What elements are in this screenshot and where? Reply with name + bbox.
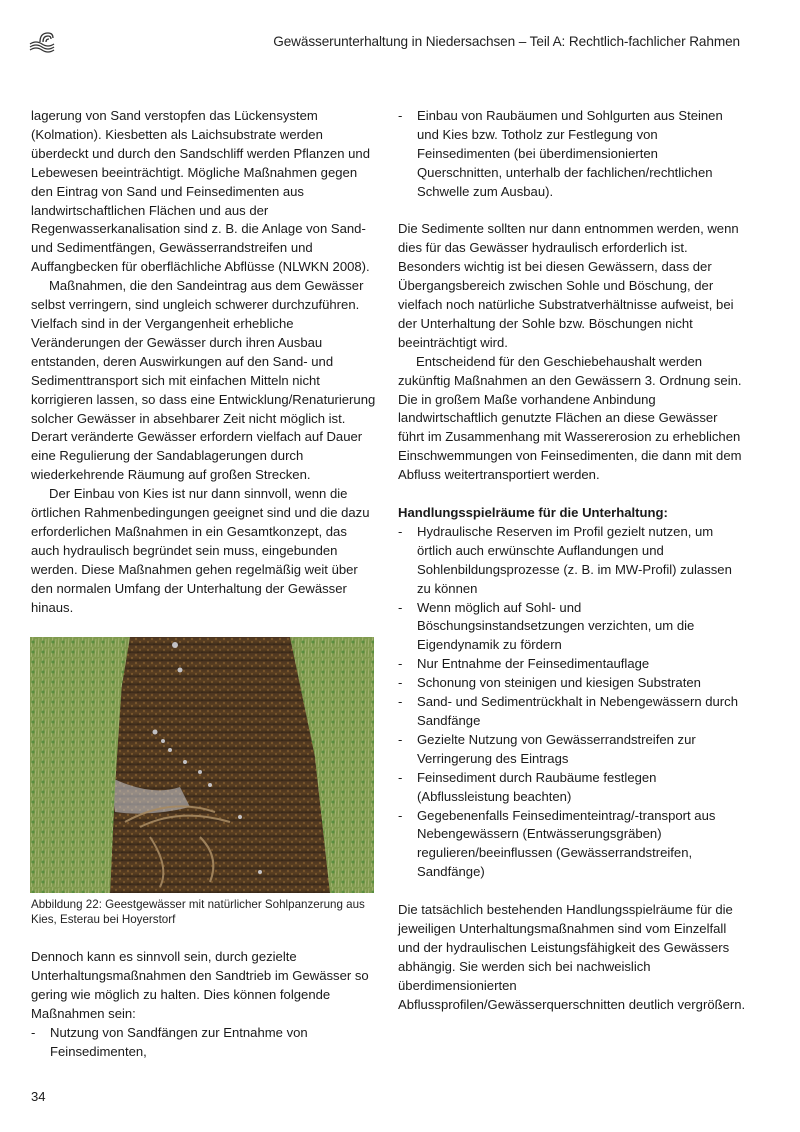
wave-logo-icon <box>28 30 58 54</box>
stream-photo <box>30 637 374 893</box>
list-item: - Schonung von steinigen und kiesigen Substraten <box>398 674 746 693</box>
running-header-title: Gewässerunterhaltung in Niedersachsen – Teil A: Rechtlich-fachlicher Rahmen <box>273 34 740 49</box>
figure-caption: Abbildung 22: Geestgewässer mit natürlicher Sohlpanzerung aus Kies, Esterau bei Hoyerstorf <box>31 898 365 926</box>
measures-list <box>31 1024 376 1062</box>
list-item: - Nur Entnahme der Feinsedimentauflage <box>398 655 746 674</box>
section-subheading: Handlungsspielräume für die Unterhaltung: <box>398 505 668 520</box>
list-item: - Wenn möglich auf Sohl- und Böschungsinstandsetzungen verzichten, um die Eigendynamik zu fördern <box>398 599 746 656</box>
paragraph: Der Einbau von Kies ist nur dann sinnvoll, wenn die örtlichen Rahmenbedingungen geeignet sind und die dazu erforderlichen Maßnahmen in ein Gesamtkonzept, das auch hydraulisch begründet sein muss, eingebunden werden. Diese Maßnahmen gehen regelmäßig weit über den normalen Umfang der Unterhaltung der Gewässer hinaus. <box>31 486 370 615</box>
paragraph: Die tatsächlich bestehenden Handlungsspielräume für die jeweiligen Unterhaltungsmaßnahmen sind vom Einzelfall und der hydraulischen Leistungsfähigkeit des Gewässers abhängig. Sie werden sich bei nachweislich überdimensionierten Abflussprofilen/Gewässerquerschnitten deutlich vergrößern. <box>398 902 746 1012</box>
paragraph: Die Sedimente sollten nur dann entnommen werden, wenn dies für das Gewässer hydraulisch erforderlich ist. Besonders wichtig ist bei diesen Gewässern, dass der Übergangsbereich zwischen Sohle und Böschung, der vielfach noch natürliche Substratverhältnisse aufweist, bei der Unterhaltung der Sohle bzw. Böschungen nicht beeinträchtigt wird. <box>398 221 739 350</box>
left-column-continued <box>31 948 376 1061</box>
list-item: - Nutzung von Sandfängen zur Entnahme von Feinsedimenten, <box>31 1024 376 1062</box>
paragraph: Entscheidend für den Geschiebehaushalt werden zukünftig Maßnahmen an den Gewässern 3. Ordnung sein. Die in großem Maße vorhandene Anbindung landwirtschaftlich genutzte Flächen an diese Gewässer führt im Zusammenhang mit Wassererosion zu erheblichen Einschwemmungen von Feinsedimenten, die dann mit dem Abfluss weitertransportiert werden. <box>398 353 742 483</box>
paragraph: Dennoch kann es sinnvoll sein, durch gezielte Unterhaltungsmaßnahmen den Sandtrieb im Gewässer so gering wie möglich zu halten. Dies können folgende Maßnahmen sein: <box>31 949 369 1021</box>
page-number: 34 <box>31 1089 46 1104</box>
left-column <box>31 107 376 617</box>
right-column <box>398 107 746 1014</box>
list-item: - Feinsediment durch Raubäume festlegen (Abflussleistung beachten) <box>398 769 746 807</box>
list-item: - Einbau von Raubäumen und Sohlgurten aus Steinen und Kies bzw. Totholz zur Festlegung von Feinsedimenten (bei überdimensionierten Querschnitten, unterhalb der fachlichen/rechtlichen Schwelle zum Ausbau). <box>398 107 746 202</box>
list-item: - Sand- und Sedimentrückhalt in Nebengewässern durch Sandfänge <box>398 693 746 731</box>
list-item: - Gezielte Nutzung von Gewässerrandstreifen zur Verringerung des Eintrags <box>398 731 746 769</box>
paragraph: Maßnahmen, die den Sandeintrag aus dem Gewässer selbst verringern, sind ungleich schwerer durchzuführen. Vielfach sind in der Vergangenheit erhebliche Veränderungen der Gewässer durch ihren Ausbau entstanden, deren Auswirkungen auf den Sand- und Sedimenttransport sich mit einfachen Mitteln nicht korrigieren lassen, so dass eine Entwicklung/Renaturierung solcher Gewässer in absehbarer Zeit nicht möglich ist. Derart veränderte Gewässer erfordern vielfach auf Dauer eine Regulierung der Sandablagerungen durch wiederkehrende Räumung auf großen Strecken. <box>31 278 376 483</box>
options-list <box>398 523 746 882</box>
measures-list-continued <box>398 107 746 202</box>
list-item: - Hydraulische Reserven im Profil gezielt nutzen, um örtlich auch erwünschte Auflandungen und Sohlenbildungsprozesse (z. B. im MW-Profil) zulassen zu können <box>398 523 746 599</box>
list-item: - Gegebenenfalls Feinsedimenteintrag/-transport aus Nebengewässern (Entwässerungsgräben) regulieren/beeinflussen (Gewässerrandstreifen, Sandfänge) <box>398 807 746 883</box>
paragraph: lagerung von Sand verstopfen das Lückensystem (Kolmation). Kiesbetten als Laichsubstrate werden überdeckt und durch den Sandschliff werden Pflanzen und Lebewesen beeinträchtigt. Mögliche Maßnahmen gegen den Eintrag von Sand und Feinsedimenten aus landwirtschaftlichen Flächen und aus der Regenwasserkanalisation sind z. B. die Anlage von Sand- und Sedimentfängen, Gewässerrandstreifen und Auffangbecken für oberflächliche Abflüsse (NLWKN 2008). <box>31 108 370 275</box>
